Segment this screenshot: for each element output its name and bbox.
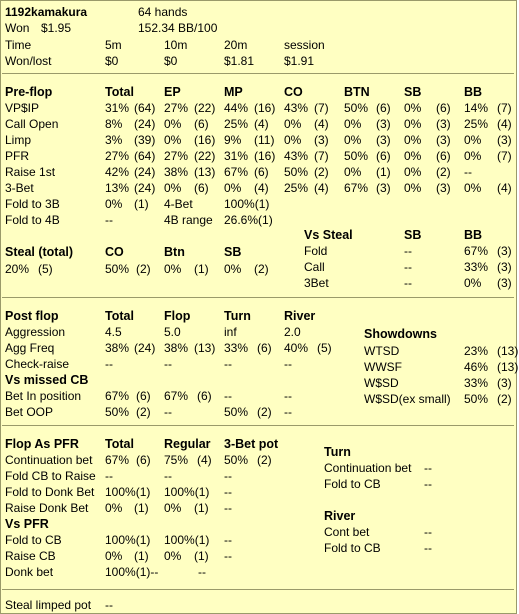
stat-value: 67%: [344, 181, 369, 195]
stat-value: 0%: [344, 117, 362, 131]
stat-value: 27%: [164, 149, 189, 163]
stat-value: 8%: [105, 117, 123, 131]
stat-count: (7): [314, 149, 329, 163]
stat-count: (16): [254, 101, 276, 115]
stat-count: (5): [317, 341, 332, 355]
col-bb: BB: [464, 85, 483, 99]
stat-value: 38%: [164, 341, 189, 355]
col-co: CO: [284, 85, 303, 99]
stat-count: (5): [38, 262, 53, 276]
stat-value: 0%: [464, 133, 482, 147]
stat-value: 0%: [105, 197, 123, 211]
stat-count: (13): [497, 360, 519, 374]
stat-value: 50%: [464, 392, 489, 406]
fold-to-cb-label: Fold to CB: [5, 533, 62, 547]
stat-count: (1): [134, 549, 149, 563]
stat-value: 0%: [224, 262, 242, 276]
fold-to-3b-label: Fold to 3B: [5, 197, 60, 211]
stat-value: --: [164, 357, 172, 371]
time-10m: 10m: [164, 38, 188, 52]
stat-value: --: [105, 213, 113, 227]
river-cont-bet-label: Cont bet: [324, 525, 370, 539]
stat-value: --: [105, 357, 113, 371]
stat-count: (3): [314, 133, 329, 147]
stat-count: (39): [134, 133, 156, 147]
raise-donk-label: Raise Donk Bet: [5, 501, 89, 515]
stat-value: 38%: [164, 165, 189, 179]
stat-value: 50%: [105, 405, 130, 419]
check-raise-label: Check-raise: [5, 357, 70, 371]
stat-count: (1): [194, 501, 209, 515]
stat-value: 3%: [105, 133, 123, 147]
stat-value: 50%: [284, 165, 309, 179]
stat-value: 100%(1): [105, 485, 151, 499]
stat-count: (6): [257, 341, 272, 355]
call-open-label: Call Open: [5, 117, 59, 131]
stat-value: 50%: [224, 405, 249, 419]
raise-cb-label: Raise CB: [5, 549, 56, 563]
stat-value: 100%(1): [164, 485, 210, 499]
stat-count: (1): [134, 197, 149, 211]
aggression-label: Aggression: [5, 325, 66, 339]
limp-label: Limp: [5, 133, 32, 147]
stat-count: (2): [257, 405, 272, 419]
stat-value: 25%: [464, 117, 489, 131]
col-total: Total: [105, 85, 134, 99]
stat-value: 20%: [5, 262, 30, 276]
col-ep: EP: [164, 85, 181, 99]
stat-value: 4.5: [105, 325, 122, 339]
stat-value: 43%: [284, 149, 309, 163]
stat-count: (4): [254, 117, 269, 131]
stat-value: 0%: [164, 181, 182, 195]
stat-value: 0%: [344, 165, 362, 179]
stat-value: --: [224, 533, 232, 547]
col-turn: Turn: [224, 309, 251, 323]
stat-value: 67%: [224, 165, 249, 179]
stat-count: (6): [376, 149, 391, 163]
stat-count: (6): [254, 165, 269, 179]
stat-value: --: [224, 389, 232, 403]
col-3bet-pot: 3-Bet pot: [224, 437, 279, 451]
continuation-bet-label: Continuation bet: [5, 453, 93, 467]
stat-value: 0%: [164, 133, 182, 147]
stat-count: (1): [194, 262, 209, 276]
stat-value: 50%: [344, 101, 369, 115]
stat-value: 5.0: [164, 325, 181, 339]
stat-count: (4): [497, 117, 512, 131]
stat-value: 0%: [404, 181, 422, 195]
time-20m: 20m: [224, 38, 248, 52]
stat-count: (7): [497, 149, 512, 163]
stat-count: (2): [257, 453, 272, 467]
stat-count: (3): [436, 117, 451, 131]
stat-count: (4): [497, 181, 512, 195]
vs-missed-cb-header: Vs missed CB: [5, 373, 89, 387]
col-total: Total: [105, 437, 134, 451]
stat-count: (4): [197, 453, 212, 467]
col-bb: BB: [464, 228, 483, 242]
three-bet-label: 3-Bet: [5, 181, 34, 195]
stat-count: (7): [314, 101, 329, 115]
time-5m: 5m: [105, 38, 122, 52]
col-btn: Btn: [164, 245, 185, 259]
stat-value: 0%: [464, 276, 482, 290]
col-mp: MP: [224, 85, 243, 99]
stat-value: 25%: [284, 181, 309, 195]
agg-freq-label: Agg Freq: [5, 341, 55, 355]
stat-count: (13): [194, 165, 216, 179]
stat-value: --: [224, 501, 232, 515]
stat-value: --: [424, 525, 432, 539]
vpip-label: VP$IP: [5, 101, 40, 115]
stat-count: (3): [436, 133, 451, 147]
bet-in-position-label: Bet In position: [5, 389, 82, 403]
turn-cbet-label: Continuation bet: [324, 461, 412, 475]
flop-as-pfr-header: Flop As PFR: [5, 437, 79, 451]
stat-value: 2.0: [284, 325, 301, 339]
stat-count: (2): [254, 262, 269, 276]
stat-value: 50%: [224, 453, 249, 467]
stat-value: --: [404, 244, 412, 258]
stat-value: --: [198, 565, 206, 579]
stat-value: --: [424, 477, 432, 491]
stat-count: (22): [194, 101, 216, 115]
stat-value: --: [284, 389, 292, 403]
stat-count: (6): [136, 453, 151, 467]
pfr-label: PFR: [5, 149, 29, 163]
stat-value: --: [404, 260, 412, 274]
stat-count: (6): [194, 117, 209, 131]
stat-value: 0%: [164, 117, 182, 131]
stat-value: 33%: [464, 376, 489, 390]
vs-steal-header: Vs Steal: [304, 228, 353, 242]
col-regular: Regular: [164, 437, 211, 451]
wonlost-10m: $0: [164, 54, 178, 68]
time-session: session: [284, 38, 325, 52]
stat-count: (3): [497, 133, 512, 147]
stat-value: 40%: [284, 341, 309, 355]
col-btn: BTN: [344, 85, 370, 99]
fold-cb-to-raise-label: Fold CB to Raise: [5, 469, 96, 483]
stat-value: --: [464, 165, 472, 179]
stat-value: 9%: [224, 133, 242, 147]
stat-value: 0%: [404, 149, 422, 163]
stat-count: (4): [254, 181, 269, 195]
stat-value: 0%: [404, 165, 422, 179]
stat-value: 100%(1)--: [105, 565, 159, 579]
stat-value: 100%(1): [224, 197, 270, 211]
stat-value: --: [284, 405, 292, 419]
wtsd-label: WTSD: [364, 344, 400, 358]
stat-value: 0%: [284, 133, 302, 147]
stat-value: 0%: [164, 549, 182, 563]
stat-value: 100%(1): [105, 533, 151, 547]
separator: [2, 425, 514, 426]
stat-value: inf: [224, 325, 237, 339]
wonlost-session: $1.91: [284, 54, 315, 68]
stat-count: (64): [134, 149, 156, 163]
showdowns-header: Showdowns: [364, 327, 437, 341]
wwsf-label: WWSF: [364, 360, 402, 374]
stat-value: --: [284, 357, 292, 371]
donk-bet-label: Donk bet: [5, 565, 54, 579]
vs-steal-3bet-label: 3Bet: [304, 276, 329, 290]
wonlost-20m: $1.81: [224, 54, 255, 68]
stat-value: 26.6%(1): [224, 213, 273, 227]
stat-count: (7): [497, 101, 512, 115]
stat-value: 33%: [464, 260, 489, 274]
stat-value: 44%: [224, 101, 249, 115]
stat-count: (6): [436, 149, 451, 163]
stat-value: --: [164, 405, 172, 419]
stat-value: 0%: [404, 133, 422, 147]
stat-value: --: [105, 598, 113, 612]
fold-to-donk-label: Fold to Donk Bet: [5, 485, 95, 499]
stat-count: (24): [134, 117, 156, 131]
stat-value: --: [404, 276, 412, 290]
col-sb: SB: [404, 228, 422, 242]
turn-header: Turn: [324, 445, 351, 459]
stat-value: --: [224, 469, 232, 483]
stat-value: 33%: [224, 341, 249, 355]
stat-count: (13): [497, 344, 519, 358]
stat-count: (24): [134, 341, 156, 355]
stat-value: 43%: [284, 101, 309, 115]
col-flop: Flop: [164, 309, 191, 323]
stat-count: (1): [134, 501, 149, 515]
wsd-label: W$SD: [364, 376, 399, 390]
stat-value: 27%: [164, 101, 189, 115]
stat-count: (2): [136, 405, 151, 419]
stat-count: (13): [194, 341, 216, 355]
col-total: Total: [105, 309, 134, 323]
stat-count: (3): [376, 181, 391, 195]
stat-count: (24): [134, 165, 156, 179]
stat-count: (64): [134, 101, 156, 115]
stat-count: (2): [314, 165, 329, 179]
stat-value: 0%: [284, 117, 302, 131]
stat-value: 67%: [164, 389, 189, 403]
stat-value: 31%: [105, 101, 130, 115]
vs-steal-call-label: Call: [304, 260, 325, 274]
stat-value: 0%: [105, 549, 123, 563]
stat-value: 0%: [224, 181, 242, 195]
wonlost-label: Won/lost: [5, 54, 52, 68]
stat-count: (2): [136, 262, 151, 276]
stat-value: 23%: [464, 344, 489, 358]
stat-value: 0%: [464, 149, 482, 163]
stat-count: (6): [194, 181, 209, 195]
wsd-ex-small-label: W$SD(ex small): [364, 392, 451, 406]
stat-value: 50%: [344, 149, 369, 163]
won-label: Won: [5, 21, 30, 35]
stat-count: (1): [376, 165, 391, 179]
stat-value: 0%: [404, 101, 422, 115]
vs-steal-fold-label: Fold: [304, 244, 328, 258]
stat-count: (2): [436, 165, 451, 179]
four-bet-label: 4-Bet: [164, 197, 193, 211]
stat-value: 67%: [105, 389, 130, 403]
stat-value: 31%: [224, 149, 249, 163]
stat-value: 42%: [105, 165, 130, 179]
four-bet-range-label: 4B range: [164, 213, 213, 227]
preflop-header: Pre-flop: [5, 85, 53, 99]
stat-count: (2): [497, 392, 512, 406]
stat-value: --: [224, 485, 232, 499]
stat-count: (6): [376, 101, 391, 115]
steal-total-header: Steal (total): [5, 245, 74, 259]
stat-value: 0%: [105, 501, 123, 515]
bet-oop-label: Bet OOP: [5, 405, 54, 419]
stat-value: 27%: [105, 149, 130, 163]
vs-pfr-header: Vs PFR: [5, 517, 49, 531]
stat-value: 0%: [164, 501, 182, 515]
raise-first-label: Raise 1st: [5, 165, 56, 179]
stat-count: (6): [197, 389, 212, 403]
stat-value: 38%: [105, 341, 130, 355]
col-sb: SB: [404, 85, 422, 99]
stat-value: 14%: [464, 101, 489, 115]
stat-value: 100%(1): [164, 533, 210, 547]
stat-count: (1): [194, 549, 209, 563]
separator: [2, 297, 514, 298]
stat-value: 0%: [464, 181, 482, 195]
col-river: River: [284, 309, 316, 323]
fold-to-4b-label: Fold to 4B: [5, 213, 60, 227]
steal-limped-pot-label: Steal limped pot: [5, 598, 92, 612]
separator: [2, 73, 514, 74]
stat-count: (3): [436, 181, 451, 195]
stat-value: --: [105, 469, 113, 483]
stat-count: (3): [497, 376, 512, 390]
turn-fold-to-cb-label: Fold to CB: [324, 477, 381, 491]
stat-count: (11): [254, 133, 275, 147]
stat-value: 13%: [105, 181, 130, 195]
time-label: Time: [5, 38, 32, 52]
stat-value: 50%: [105, 262, 130, 276]
stat-value: 75%: [164, 453, 189, 467]
stat-value: --: [224, 357, 232, 371]
stat-value: 0%: [164, 262, 182, 276]
stat-count: (4): [314, 117, 329, 131]
stat-count: (6): [136, 389, 151, 403]
col-co: CO: [105, 245, 124, 259]
postflop-header: Post flop: [5, 309, 59, 323]
stat-count: (3): [497, 260, 512, 274]
stat-count: (16): [194, 133, 216, 147]
stat-count: (22): [194, 149, 216, 163]
stat-value: 25%: [224, 117, 249, 131]
stat-count: (4): [314, 181, 329, 195]
separator: [2, 589, 514, 590]
hands-count: 64 hands: [138, 5, 188, 19]
stat-value: 0%: [404, 117, 422, 131]
won-value: $1.95: [41, 21, 72, 35]
col-sb: SB: [224, 245, 242, 259]
stat-value: 46%: [464, 360, 489, 374]
stat-value: --: [164, 469, 172, 483]
river-header: River: [324, 509, 356, 523]
stat-count: (3): [497, 244, 512, 258]
stat-count: (6): [436, 101, 451, 115]
bb-per-100: 152.34 BB/100: [138, 21, 218, 35]
stat-count: (3): [376, 133, 391, 147]
stat-value: 67%: [464, 244, 489, 258]
stat-count: (3): [376, 117, 391, 131]
wonlost-5m: $0: [105, 54, 119, 68]
river-fold-to-cb-label: Fold to CB: [324, 541, 381, 555]
stat-value: --: [424, 541, 432, 555]
stat-value: --: [424, 461, 432, 475]
stat-value: 67%: [105, 453, 130, 467]
stat-count: (16): [254, 149, 276, 163]
stat-count: (3): [497, 276, 512, 290]
stat-count: (24): [134, 181, 156, 195]
player-name[interactable]: 1192kamakura: [5, 5, 88, 19]
stat-value: 0%: [344, 133, 362, 147]
stat-value: --: [224, 549, 232, 563]
